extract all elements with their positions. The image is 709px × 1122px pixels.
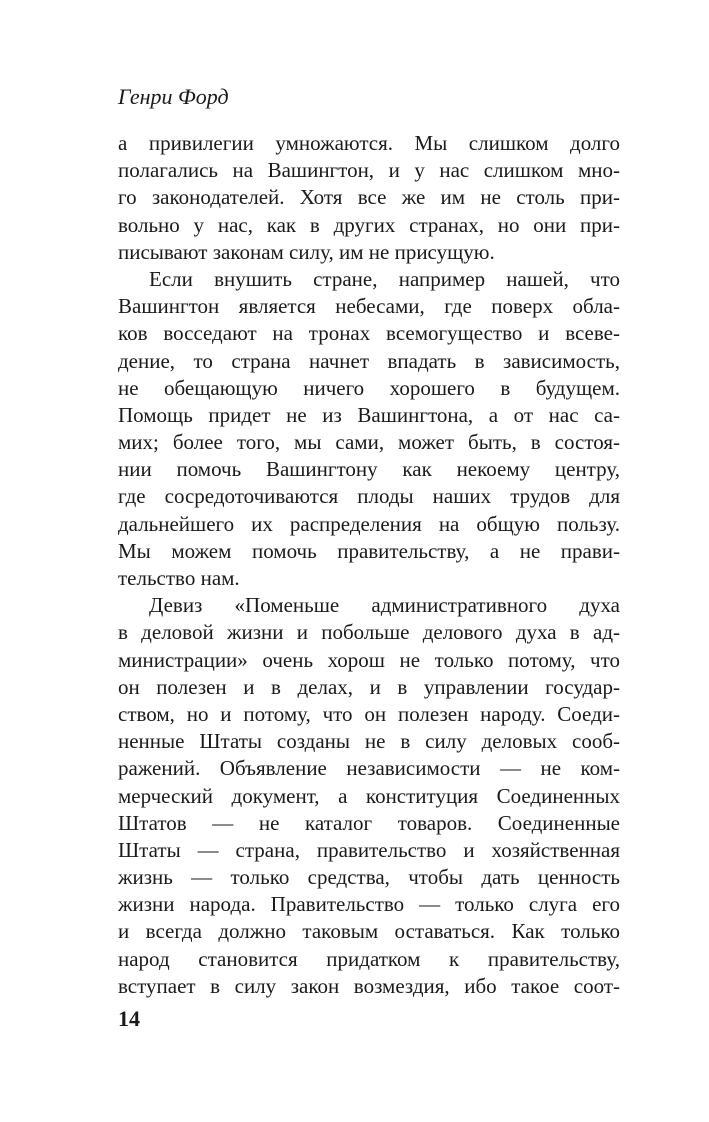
text-line: ражений. Объявление независимости — не ком-	[118, 756, 620, 781]
text-line: полагались на Вашингтон, и у нас слишком мно-	[118, 158, 620, 183]
body-text	[118, 130, 620, 1000]
text-line: а привилегии умножаются. Мы слишком долго	[118, 131, 620, 155]
text-line: Помощь придет не из Вашингтона, а от нас са-	[118, 402, 620, 427]
text-line: и всегда должно таковым оставаться. Как только	[118, 919, 620, 944]
text-line: в деловой жизни и побольше делового духа в ад-	[118, 620, 620, 645]
text-line: дение, то страна начнет впадать в зависимость,	[118, 348, 620, 373]
text-line: Если внушить стране, например нашей, что	[149, 266, 620, 291]
text-line: жизни народа. Правительство — только слуга его	[118, 892, 620, 917]
text-line: Вашингтон является небесами, где поверх обла-	[118, 294, 620, 319]
text-line: писывают законам силу, им не присущую.	[118, 239, 495, 264]
text-line: го законодателей. Хотя все же им не столь при-	[118, 185, 620, 210]
text-line: ков восседают на тронах всемогущество и всеве-	[118, 321, 620, 346]
text-line: он полезен и в делах, и в управлении государ-	[118, 674, 620, 699]
text-line: где сосредоточиваются плоды наших трудов для	[118, 484, 620, 509]
text-line: нии помочь Вашингтону как некоему центру,	[118, 457, 620, 482]
text-line: министрации» очень хорош не только потому, что	[118, 647, 620, 672]
text-line: жизнь — только средства, чтобы дать ценность	[118, 865, 620, 890]
text-line: народ становится придатком к правительству,	[118, 946, 620, 971]
text-line: Штаты — страна, правительство и хозяйственная	[118, 837, 620, 862]
text-line: мерческий документ, а конституция Соединенных	[118, 783, 620, 808]
text-line: тельство нам.	[118, 566, 240, 590]
text-line: не обещающую ничего хорошего в будущем.	[118, 375, 620, 400]
text-line: ненные Штаты созданы не в силу деловых сооб-	[118, 729, 620, 754]
text-line: вольно у нас, как в других странах, но они при-	[118, 212, 620, 237]
text-line: дальнейшего их распределения на общую пользу.	[118, 511, 620, 536]
text-line: Мы можем помочь правительству, а не прави-	[118, 538, 620, 563]
text-line: Девиз «Поменьше административного духа	[149, 593, 620, 618]
page-number: 14	[118, 1006, 140, 1031]
text-line: вступает в силу закон возмездия, ибо такое соот-	[118, 973, 620, 998]
text-line: ством, но и потому, что он полезен народу. Соеди-	[118, 701, 620, 726]
running-head-author: Генри Форд	[118, 84, 229, 109]
text-line: Штатов — не каталог товаров. Соединенные	[118, 810, 620, 835]
text-line: мих; более того, мы сами, может быть, в состоя-	[118, 430, 620, 455]
